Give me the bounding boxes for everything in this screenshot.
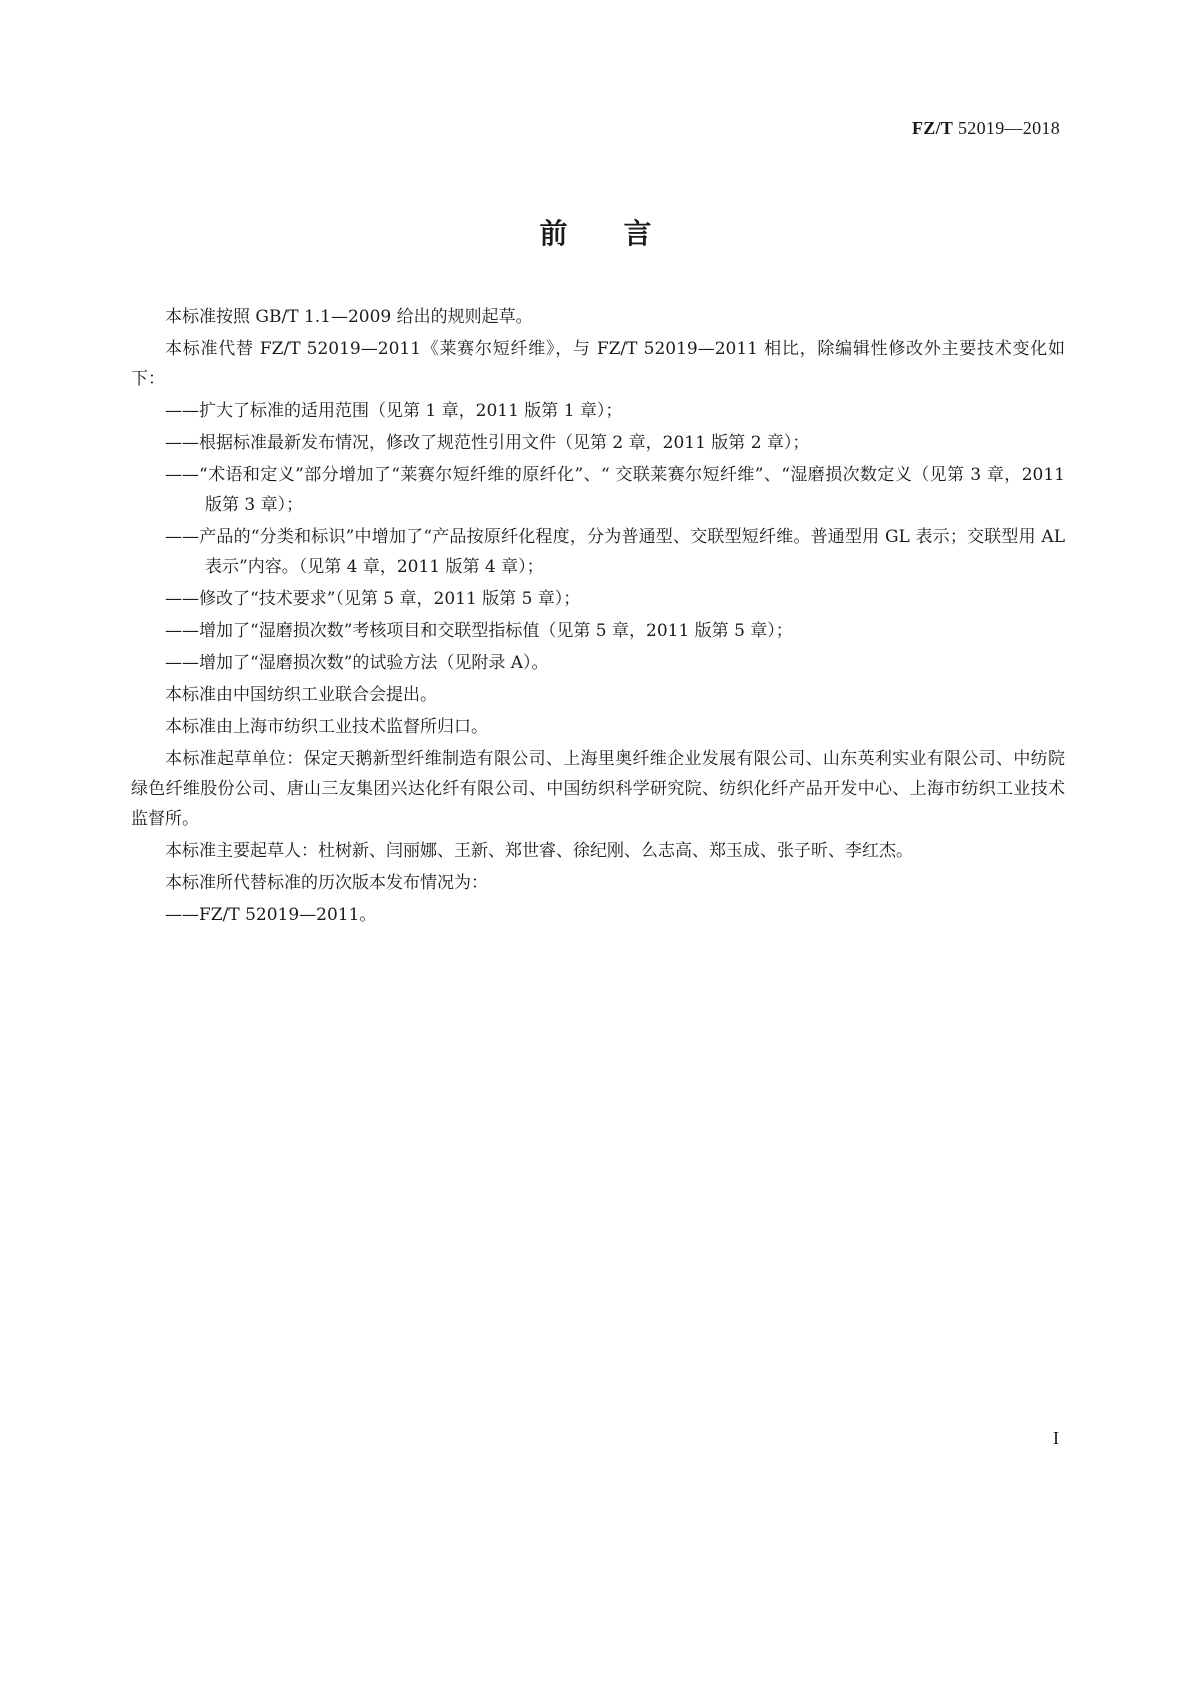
change-item: ——根据标准最新发布情况，修改了规范性引用文件（见第 2 章，2011 版第 2 章）； [165, 433, 810, 453]
change-item: ——增加了“湿磨损次数”考核项目和交联型指标值（见第 5 章，2011 版第 5 章）； [165, 621, 793, 641]
paragraph-replacement: 本标准代替 FZ/T 52019—2011《莱赛尔短纤维》，与 FZ/T 52019—2011 相比，除编辑性修改外主要技术变化如下： [131, 339, 1065, 389]
change-item: ——扩大了标准的适用范围（见第 1 章，2011 版第 1 章）； [165, 401, 623, 421]
paragraph-drafters: 本标准主要起草人：杜树新、闫丽娜、王新、郑世睿、徐纪刚、么志高、郑玉成、张子昕、李红杰。 [165, 841, 913, 861]
change-item: ——“术语和定义”部分增加了“莱赛尔短纤维的原纤化”、“ 交联莱赛尔短纤维”、“湿磨损次数定义（见第 3 章，2011 版第 3 章）； [165, 465, 1065, 515]
page-title: 前言 [539, 217, 708, 250]
change-item: ——修改了“技术要求”（见第 5 章，2011 版第 5 章）； [165, 589, 581, 609]
standard-code [912, 118, 1060, 139]
paragraph-drafting-units: 本标准起草单位：保定天鹅新型纤维制造有限公司、上海里奥纤维企业发展有限公司、山东英利实业有限公司、中纺院绿色纤维股份公司、唐山三友集团兴达化纤有限公司、中国纺织科学研究院、纺织化纤产品开发中心、上海市纺织工业技术监督所。 [131, 749, 1065, 829]
page-number: I [1053, 1428, 1059, 1448]
change-item: ——产品的“分类和标识”中增加了“产品按原纤化程度，分为普通型、交联型短纤维。普通型用 GL 表示；交联型用 AL 表示”内容。（见第 4 章，2011 版第 4 章）； [165, 527, 1065, 577]
paragraph-history: 本标准所代替标准的历次版本发布情况为： [165, 873, 488, 893]
paragraph-drafting-rules: 本标准按照 GB/T 1.1—2009 给出的规则起草。 [165, 307, 533, 327]
paragraph-centralized: 本标准由上海市纺织工业技术监督所归口。 [165, 717, 488, 737]
paragraph-proposer: 本标准由中国纺织工业联合会提出。 [165, 685, 437, 705]
history-item: ——FZ/T 52019—2011。 [165, 905, 377, 925]
standard-code-number: 52019—2018 [958, 118, 1060, 138]
change-item: ——增加了“湿磨损次数”的试验方法（见附录 A）。 [165, 653, 549, 673]
foreword-body [131, 302, 1065, 932]
standard-code-prefix: FZ/T [911, 118, 954, 138]
